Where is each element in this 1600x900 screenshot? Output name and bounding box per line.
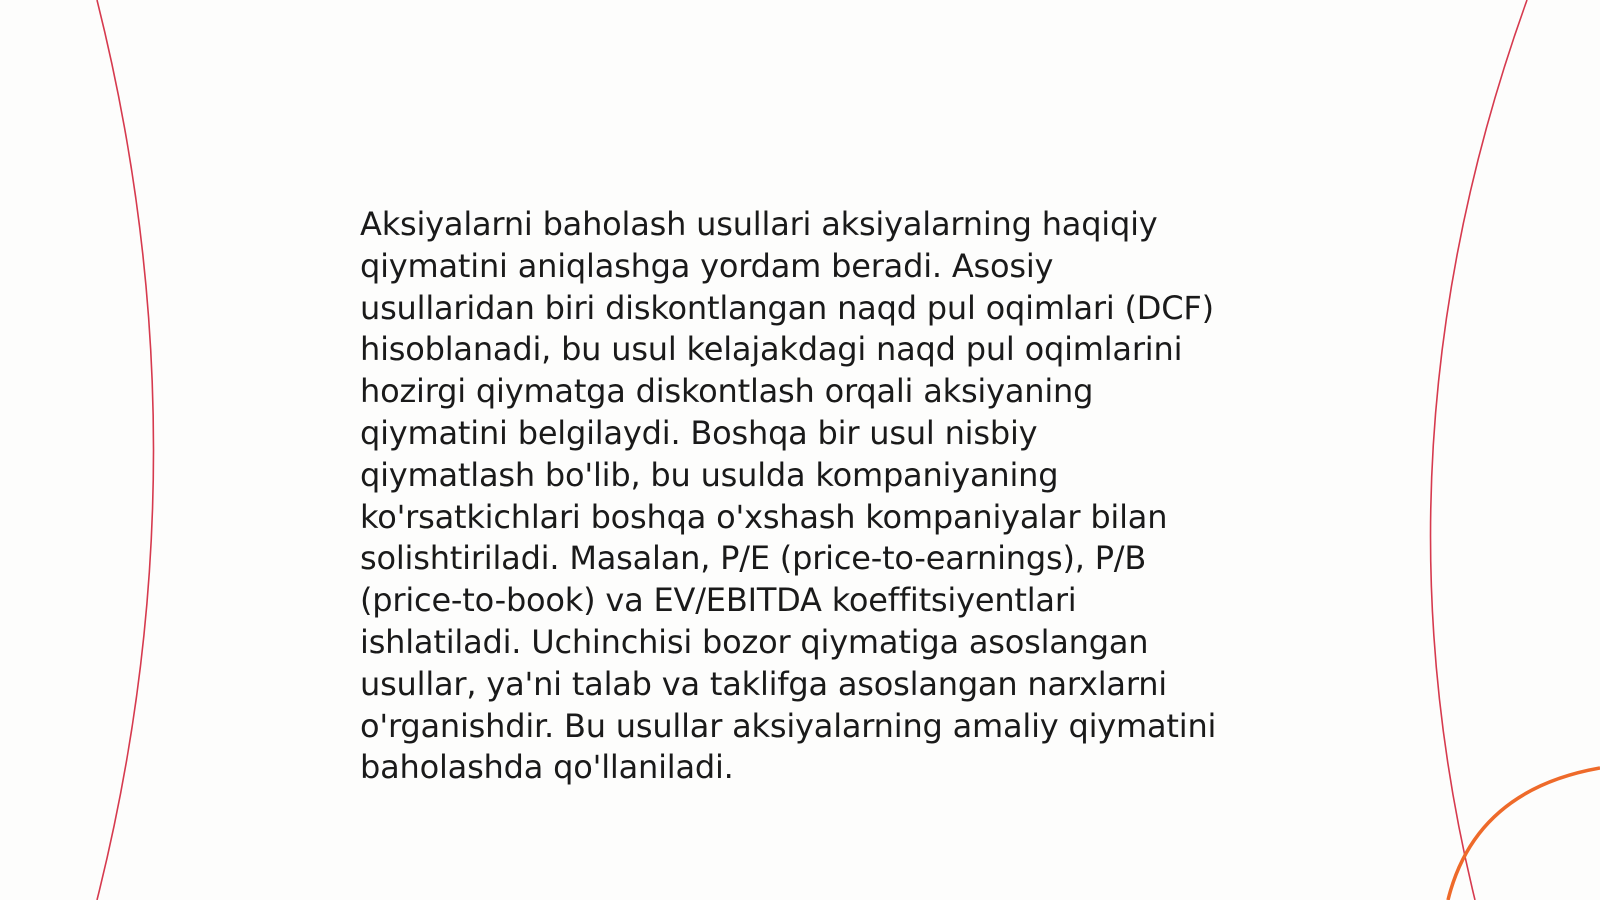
paragraph-line: ko'rsatkichlari boshqa o'xshash kompaniyalar bilan <box>360 497 1168 536</box>
right-curve-line <box>1431 0 1527 900</box>
paragraph-line: ishlatiladi. Uchinchisi bozor qiymatiga asoslangan <box>360 622 1149 661</box>
paragraph-line: hisoblanadi, bu usul kelajakdagi naqd pul oqimlarini <box>360 330 1183 369</box>
paragraph-line: o'rganishdir. Bu usullar aksiyalarning amaliy qiymatini <box>360 706 1217 745</box>
paragraph-line: qiymatini aniqlashga yordam beradi. Asosiy <box>360 246 1054 285</box>
paragraph-line: solishtiriladi. Masalan, P/E (price-to-earnings), P/B <box>360 539 1147 578</box>
paragraph-line: usullar, ya'ni talab va taklifga asoslangan narxlarni <box>360 664 1167 703</box>
paragraph-line: Aksiyalarni baholash usullari aksiyalarning haqiqiy <box>360 205 1158 243</box>
paragraph-line: baholashda qo'llaniladi. <box>360 748 734 787</box>
paragraph-line: usullaridan biri diskontlangan naqd pul oqimlari (DCF) <box>360 288 1214 327</box>
body-paragraph <box>360 204 1260 789</box>
paragraph-line: (price-to-book) va EV/EBITDA koeffitsiyentlari <box>360 581 1077 620</box>
paragraph-line: hozirgi qiymatga diskontlash orqali aksiyaning <box>360 372 1094 411</box>
paragraph-line: qiymatini belgilaydi. Boshqa bir usul nisbiy <box>360 413 1038 452</box>
left-curve-line <box>97 0 154 900</box>
paragraph-line: qiymatlash bo'lib, bu usulda kompaniyaning <box>360 455 1059 494</box>
